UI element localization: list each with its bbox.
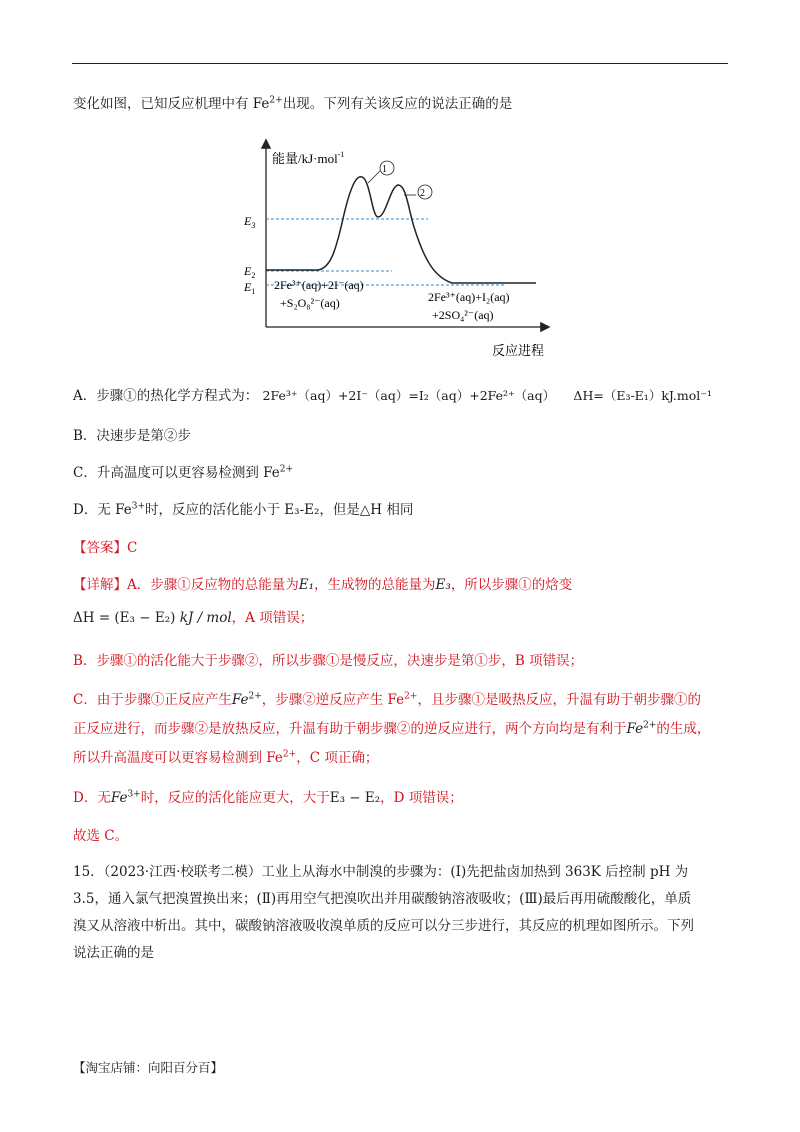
option-b: B．决速步是第②步 [73, 428, 191, 444]
answer: 【答案】C [73, 540, 138, 556]
energy-diagram [230, 135, 570, 365]
header-rule [72, 63, 728, 64]
energy-curve [266, 177, 536, 283]
detail-line-4: C．由于步骤①正反应产生$Fe^{2+}$，步骤②逆反应产生 $Fe^{2+}$，且步骤①是吸热反应，升温有助于朝步骤①的 [73, 691, 701, 708]
peak2-marker: 2 [420, 188, 425, 199]
reactants-line2: +S₂O₈²⁻(aq) [280, 296, 340, 310]
question-intro: 变化如图，已知反应机理中有 $Fe^{2+}$出现。下列有关该反应的说法正确的是 [73, 95, 513, 112]
detail-line-8: 故选 C。 [73, 828, 129, 844]
x-axis-label: 反应进程 [492, 343, 545, 358]
peak1-leader [368, 171, 380, 183]
label-e1: $E_1$ [244, 280, 256, 296]
footer-shop: 【淘宝店铺：向阳百分百】 [73, 1060, 224, 1075]
products-line2: +2SO₄²⁻(aq) [432, 308, 494, 322]
label-e3: $E_3$ [244, 214, 256, 230]
detail-line-2: ΔH = (E₃ − E₂) kJ / mol，A 项错误； [73, 610, 314, 626]
reactants-line1: 2Fe³⁺(aq)+2I⁻(aq) [274, 278, 364, 292]
detail-line-6: 所以升高温度可以更容易检测到 $Fe^{2+}$，C 项正确； [73, 749, 379, 766]
q15-line-2: 3.5，通入氯气把溴置换出来；(Ⅱ)再用空气把溴吹出并用碳酸钠溶液吸收；(Ⅲ)最后再用硫酸酸化，单质 [73, 891, 692, 907]
option-a: A．步骤①的热化学方程式为： 2Fe³⁺（aq）+2I⁻（aq）=I₂（aq）+2Fe²⁺（aq） ΔH=（E₃-E₁）kJ.mol⁻¹ [73, 388, 712, 404]
option-d: D．无 $Fe^{3+}$时，反应的活化能小于 E₃-E₂，但是△H 相同 [73, 501, 414, 518]
detail-line-1: 【详解】A．步骤①反应物的总能量为E₁，生成物的总能量为E₃，所以步骤①的焓变 [73, 577, 573, 593]
option-c: C．升高温度可以更容易检测到 $Fe^{2+}$ [73, 464, 294, 481]
peak1-marker: 1 [382, 164, 387, 175]
detail-line-3: B．步骤①的活化能大于步骤②，所以步骤①是慢反应，决速步是第①步，B 项错误； [73, 653, 584, 669]
detail-line-5: 正反应进行，而步骤②是放热反应，升温有助于朝步骤②的逆反应进行，两个方向均是有利于$Fe^{2+}$的生成， [73, 720, 711, 737]
detail-line-7: D．无$Fe^{3+}$时，反应的活化能应更大，大于E₃ − E₂，D 项错误； [73, 789, 463, 806]
y-axis-label: 能量/kJ·mol$^{-1}$ [272, 150, 345, 166]
q15-line-4: 说法正确的是 [73, 945, 154, 961]
label-e2: $E_2$ [244, 264, 256, 280]
products-line1: 2Fe³⁺(aq)+I₂(aq) [428, 290, 510, 304]
q15-line-1: 15．（2023·江西·校联考二模）工业上从海水中制溴的步骤为：(Ⅰ)先把盐卤加热到 363K 后控制 pH 为 [73, 864, 689, 880]
q15-line-3: 溴又从溶液中析出。其中，碳酸钠溶液吸收溴单质的反应可以分三步进行，其反应的机理如图所示。下列 [73, 918, 694, 934]
